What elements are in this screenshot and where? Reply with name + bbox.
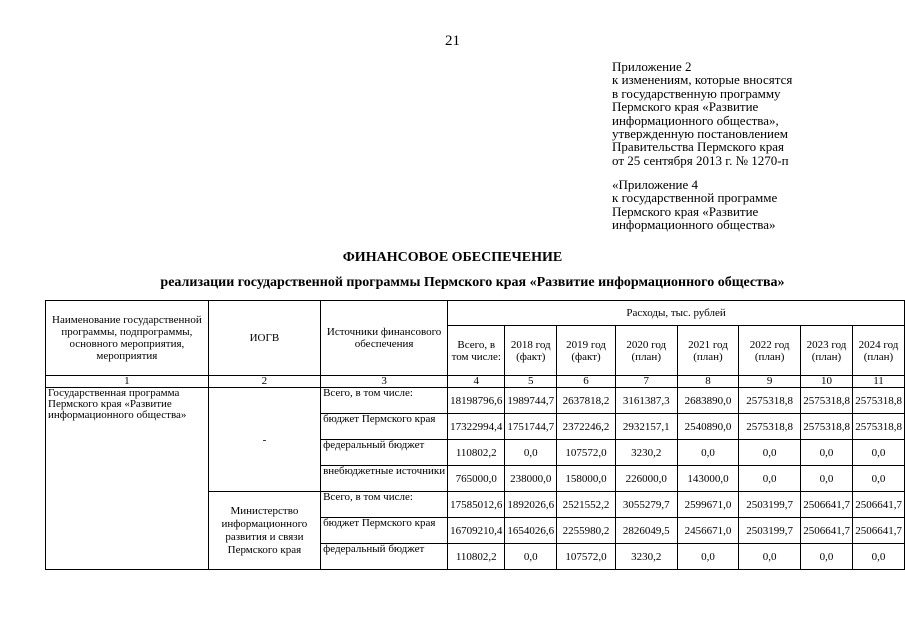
value-cell: 3055279,7 — [615, 492, 677, 518]
iogv-cell: - — [208, 388, 320, 492]
header-year-2019: 2019 год (факт) — [557, 326, 616, 376]
value-cell: 2637818,2 — [557, 388, 616, 414]
value-cell: 1989744,7 — [505, 388, 557, 414]
appendix-sub-line: Пермского края «Развитие — [612, 203, 759, 219]
value-cell: 3230,2 — [615, 440, 677, 466]
col-number: 1 — [46, 376, 209, 388]
col-number: 10 — [800, 376, 852, 388]
value-cell: 0,0 — [505, 440, 557, 466]
iogv-cell: Министерство информационного развития и связи Пермского края — [208, 492, 320, 570]
value-cell: 0,0 — [739, 544, 801, 570]
appendix-header — [612, 60, 872, 167]
value-cell: 2540890,0 — [677, 414, 739, 440]
source-cell: внебюджетные источники — [321, 466, 448, 492]
value-cell: 0,0 — [800, 440, 852, 466]
value-cell: 2456671,0 — [677, 518, 739, 544]
value-cell: 0,0 — [800, 466, 852, 492]
appendix-sub-line: к государственной программе — [612, 190, 778, 206]
value-cell: 3230,2 — [615, 544, 677, 570]
header-name: Наименование государственной программы, подпрограммы, основного мероприятия, мероприятия — [46, 301, 209, 376]
value-cell: 107572,0 — [557, 440, 616, 466]
value-cell: 2575318,8 — [800, 388, 852, 414]
page-number: 21 — [445, 33, 460, 49]
value-cell: 2599671,0 — [677, 492, 739, 518]
value-cell: 2575318,8 — [852, 388, 904, 414]
value-cell: 110802,2 — [448, 544, 505, 570]
appendix-line: к изменениям, которые вносятся — [612, 72, 793, 88]
value-cell: 0,0 — [677, 440, 739, 466]
source-cell: бюджет Пермского края — [321, 518, 448, 544]
header-total: Всего, в том числе: — [448, 326, 505, 376]
value-cell: 2506641,7 — [800, 492, 852, 518]
value-cell: 17585012,6 — [448, 492, 505, 518]
value-cell: 2575318,8 — [852, 414, 904, 440]
appendix-sub-header — [612, 178, 872, 232]
value-cell: 0,0 — [852, 440, 904, 466]
program-name: Государственная программа Пермского края «Развитие информационного общества» — [46, 388, 209, 570]
source-cell: бюджет Пермского края — [321, 414, 448, 440]
header-year-2022: 2022 год (план) — [739, 326, 801, 376]
appendix-line: Пермского края «Развитие — [612, 99, 759, 115]
header-iogv: ИОГВ — [208, 301, 320, 376]
value-cell: 2932157,1 — [615, 414, 677, 440]
value-cell: 0,0 — [852, 544, 904, 570]
header-sources: Источники финансового обеспечения — [321, 301, 448, 376]
value-cell: 0,0 — [739, 466, 801, 492]
value-cell: 226000,0 — [615, 466, 677, 492]
value-cell: 2503199,7 — [739, 492, 801, 518]
col-number: 11 — [852, 376, 904, 388]
header-year-2018: 2018 год (факт) — [505, 326, 557, 376]
col-number: 7 — [615, 376, 677, 388]
value-cell: 1654026,6 — [505, 518, 557, 544]
document-title: ФИНАНСОВОЕ ОБЕСПЕЧЕНИЕ — [342, 250, 563, 265]
value-cell: 2575318,8 — [739, 414, 801, 440]
value-cell: 0,0 — [505, 544, 557, 570]
value-cell: 238000,0 — [505, 466, 557, 492]
col-number: 5 — [505, 376, 557, 388]
appendix-line: от 25 сентября 2013 г. № 1270-п — [612, 152, 789, 168]
value-cell: 16709210,4 — [448, 518, 505, 544]
source-cell: федеральный бюджет — [321, 440, 448, 466]
value-cell: 1892026,6 — [505, 492, 557, 518]
header-expenses: Расходы, тыс. рублей — [448, 301, 905, 326]
value-cell: 0,0 — [800, 544, 852, 570]
col-number: 3 — [321, 376, 448, 388]
value-cell: 18198796,6 — [448, 388, 505, 414]
value-cell: 2506641,7 — [852, 492, 904, 518]
source-cell: федеральный бюджет — [321, 544, 448, 570]
appendix-sub-line: «Приложение 4 — [612, 177, 699, 192]
value-cell: 158000,0 — [557, 466, 616, 492]
value-cell: 2683890,0 — [677, 388, 739, 414]
value-cell: 1751744,7 — [505, 414, 557, 440]
appendix-line: Приложение 2 — [612, 59, 692, 74]
value-cell: 2372246,2 — [557, 414, 616, 440]
col-number: 8 — [677, 376, 739, 388]
appendix-sub-line: информационного общества» — [612, 217, 776, 233]
value-cell: 3161387,3 — [615, 388, 677, 414]
appendix-line: информационного общества», — [612, 112, 779, 128]
value-cell: 143000,0 — [677, 466, 739, 492]
document-subtitle: реализации государственной программы Пермского края «Развитие информационного общества» — [160, 275, 785, 290]
source-cell: Всего, в том числе: — [321, 388, 448, 414]
header-year-2024: 2024 год (план) — [852, 326, 904, 376]
value-cell: 2521552,2 — [557, 492, 616, 518]
value-cell: 2575318,8 — [739, 388, 801, 414]
col-number: 6 — [557, 376, 616, 388]
value-cell: 0,0 — [852, 466, 904, 492]
appendix-line: утвержденную постановлением — [612, 126, 789, 142]
col-number: 4 — [448, 376, 505, 388]
table-row — [46, 388, 905, 414]
header-year-2020: 2020 год (план) — [615, 326, 677, 376]
value-cell: 110802,2 — [448, 440, 505, 466]
value-cell: 2255980,2 — [557, 518, 616, 544]
value-cell: 0,0 — [677, 544, 739, 570]
appendix-line: в государственную программу — [612, 85, 781, 101]
financing-table — [45, 300, 905, 570]
value-cell: 765000,0 — [448, 466, 505, 492]
col-number: 2 — [208, 376, 320, 388]
value-cell: 2506641,7 — [800, 518, 852, 544]
value-cell: 2575318,8 — [800, 414, 852, 440]
source-cell: Всего, в том числе: — [321, 492, 448, 518]
col-number: 9 — [739, 376, 801, 388]
value-cell: 17322994,4 — [448, 414, 505, 440]
value-cell: 2826049,5 — [615, 518, 677, 544]
value-cell: 107572,0 — [557, 544, 616, 570]
header-year-2023: 2023 год (план) — [800, 326, 852, 376]
appendix-line: Правительства Пермского края — [612, 139, 784, 155]
value-cell: 2506641,7 — [852, 518, 904, 544]
value-cell: 2503199,7 — [739, 518, 801, 544]
value-cell: 0,0 — [739, 440, 801, 466]
header-year-2021: 2021 год (план) — [677, 326, 739, 376]
